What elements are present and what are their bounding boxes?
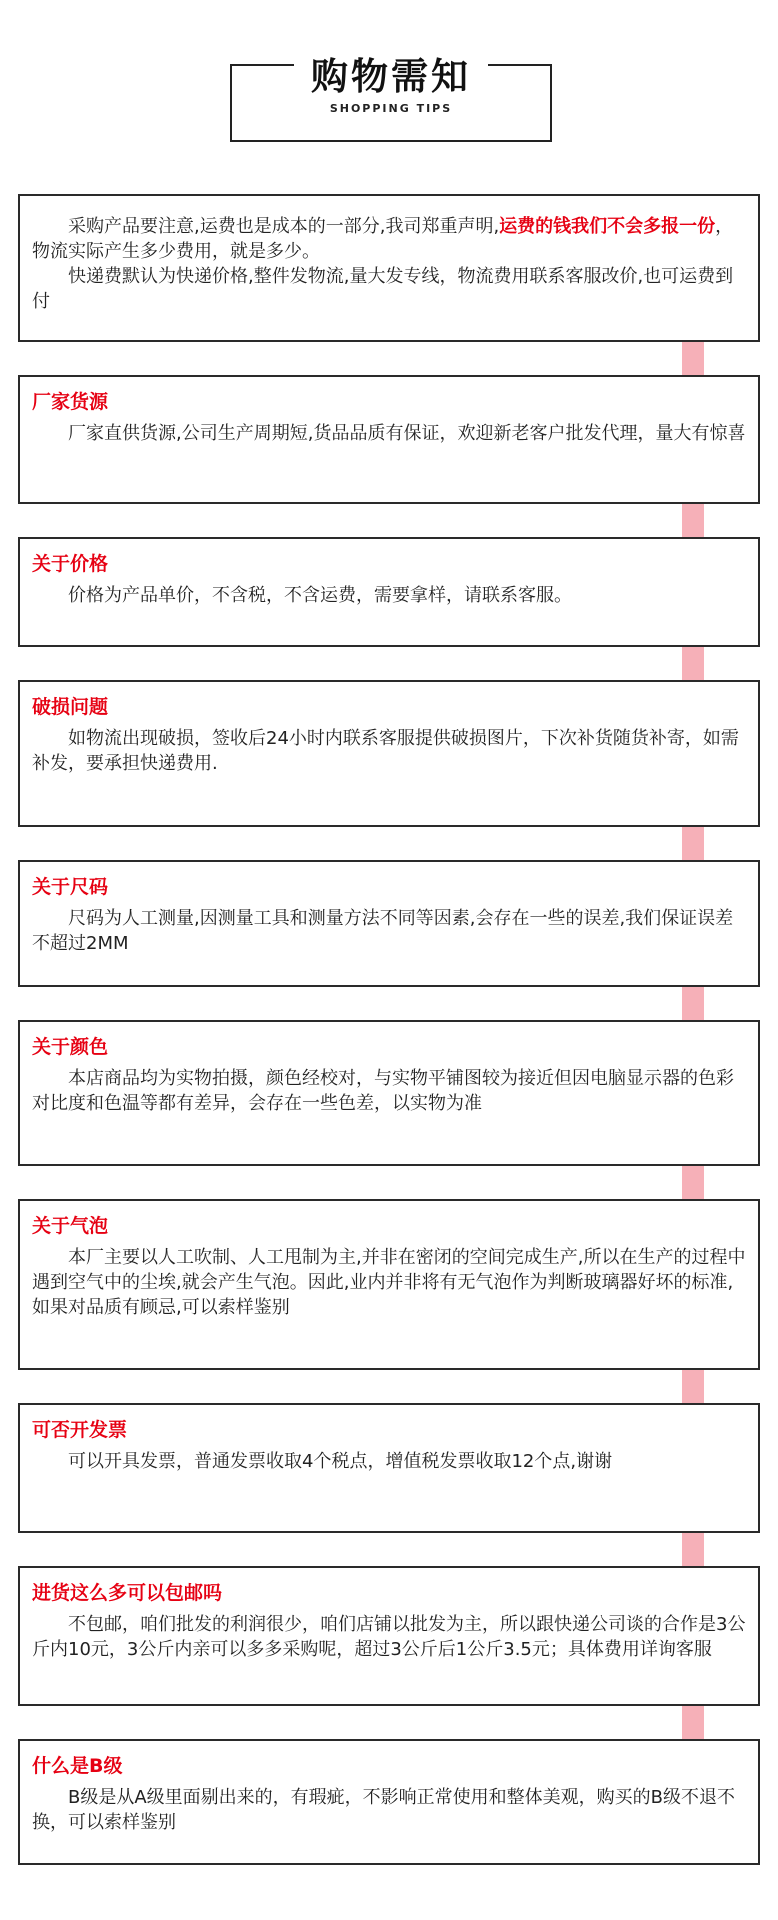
section-box-size: [18, 860, 760, 987]
section-box-price: [18, 537, 760, 647]
section-body: 厂家直供货源,公司生产周期短,货品品质有保证，欢迎新老客户批发代理，量大有惊喜: [68, 423, 746, 444]
section-title: 关于气泡: [32, 1215, 109, 1237]
connector: [682, 504, 704, 537]
intro-paragraph-1: [32, 214, 746, 264]
connector: [682, 647, 704, 680]
section-box-bubbles: [18, 1199, 760, 1370]
page-title: 购物需知: [311, 55, 471, 98]
connector: [682, 1706, 704, 1739]
section-body: 本厂主要以人工吹制、人工甩制为主,并非在密闭的空间完成生产,所以在生产的过程中遇到空气中的尘埃,就会产生气泡。因此,业内并非将有无气泡作为判断玻璃器好坏的标准,如果对品质有顾忌,可以索样鉴别: [32, 1247, 746, 1318]
section-box-damage: [18, 680, 760, 827]
section-body: B级是从A级里面剔出来的，有瑕疵，不影响正常使用和整体美观，购买的B级不退不换，可以索样鉴别: [32, 1787, 736, 1833]
section-box-shipping: [18, 1566, 760, 1706]
section-body: 本店商品均为实物拍摄，颜色经校对，与实物平铺图较为接近但因电脑显示器的色彩对比度和色温等都有差异，会存在一些色差，以实物为准: [32, 1068, 734, 1114]
section-title: 关于价格: [32, 553, 109, 575]
section-box-factory: [18, 375, 760, 504]
intro-box: [18, 194, 760, 342]
shopping-tips-header: [230, 55, 552, 142]
section-title: 可否开发票: [32, 1419, 128, 1441]
section-box-b-grade: [18, 1739, 760, 1865]
page-subtitle: SHOPPING TIPS: [329, 102, 453, 115]
section-box-color: [18, 1020, 760, 1166]
section-body: 尺码为人工测量,因测量工具和测量方法不同等因素,会存在一些的误差,我们保证误差不超过2MM: [32, 908, 734, 954]
section-title: 关于尺码: [32, 876, 109, 898]
section-body: 可以开具发票，普通发票收取4个税点，增值税发票收取12个点,谢谢: [68, 1451, 613, 1472]
section-box-invoice: [18, 1403, 760, 1533]
section-title: 关于颜色: [32, 1036, 109, 1058]
section-title: 厂家货源: [32, 391, 109, 413]
connector: [682, 1533, 704, 1566]
section-body: 不包邮，咱们批发的利润很少，咱们店铺以批发为主，所以跟快递公司谈的合作是3公斤内10元，3公斤内亲可以多多采购呢，超过3公斤后1公斤3.5元；具体费用详询客服: [32, 1614, 746, 1660]
section-body: 如物流出现破损，签收后24小时内联系客服提供破损图片，下次补货随货补寄，如需补发，要承担快递费用.: [32, 728, 739, 774]
section-title: 什么是B级: [32, 1755, 123, 1777]
connector: [682, 827, 704, 860]
connector: [682, 342, 704, 375]
section-body: 价格为产品单价，不含税，不含运费，需要拿样，请联系客服。: [68, 585, 572, 606]
connector: [682, 1370, 704, 1403]
section-title: 破损问题: [32, 696, 109, 718]
intro-text-after: ，物流实际产生多少费用，就是多少。: [32, 216, 734, 262]
intro-text-before: 采购产品要注意,运费也是成本的一部分,我司郑重声明,: [68, 216, 500, 237]
connector: [682, 987, 704, 1020]
connector: [682, 1166, 704, 1199]
section-title: 进货这么多可以包邮吗: [32, 1582, 223, 1604]
intro-highlight: 运费的钱我们不会多报一份: [499, 216, 716, 237]
intro-paragraph-2: 快递费默认为快递价格,整件发物流,量大发专线，物流费用联系客服改价,也可运费到付: [32, 266, 734, 312]
